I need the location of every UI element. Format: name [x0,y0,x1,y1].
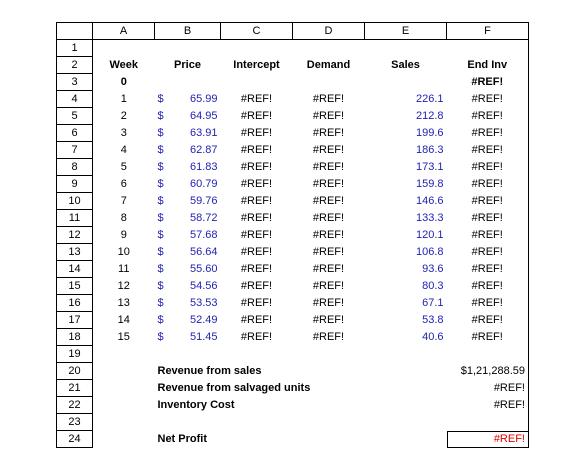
intercept-cell[interactable]: #REF! [240,280,273,292]
row-header[interactable]: 13 [57,244,93,261]
row-header[interactable]: 17 [57,312,93,329]
sheet-row [57,346,529,363]
price-cell[interactable] [155,108,221,125]
price-value: 55.60 [189,263,218,275]
cell-empty[interactable] [447,346,529,363]
sheet-row [57,176,529,193]
cell-empty[interactable] [221,414,293,431]
sales-cell[interactable]: 199.6 [415,127,444,139]
demand-cell[interactable]: #REF! [312,297,345,309]
price-cell[interactable] [155,329,221,346]
intercept-cell[interactable]: #REF! [240,297,273,309]
intercept-header[interactable]: Intercept [233,59,280,71]
sheet-row [57,40,529,57]
cell-empty[interactable] [93,414,155,431]
price-cell[interactable] [155,176,221,193]
week-header[interactable]: Week [109,59,139,71]
end-inv-cell[interactable]: #REF! [447,125,529,142]
revenue-from-sales-label[interactable]: Revenue from sales [157,365,262,377]
intercept-cell[interactable]: #REF! [240,178,273,190]
row-header[interactable]: 12 [57,227,93,244]
week-cell[interactable]: 14 [117,314,130,326]
row-header[interactable]: 2 [57,57,93,74]
row-header[interactable]: 20 [57,363,93,380]
week-cell[interactable]: 12 [117,280,130,292]
demand-cell[interactable]: #REF! [312,229,345,241]
week-cell[interactable]: 10 [117,246,130,258]
cell-empty[interactable] [365,380,447,397]
currency-symbol: $ [157,331,164,343]
price-cell[interactable] [155,125,221,142]
currency-symbol: $ [157,297,164,309]
sheet-row [57,329,529,346]
sheet-row [57,210,529,227]
row-header[interactable]: 7 [57,142,93,159]
cell-empty[interactable] [293,414,365,431]
sheet-row [57,414,529,431]
cell-empty[interactable] [365,363,447,380]
row-header[interactable]: 11 [57,210,93,227]
sheet-row [57,159,529,176]
currency-symbol: $ [157,144,164,156]
cell-empty[interactable] [93,380,155,397]
intercept-cell[interactable]: #REF! [240,195,273,207]
column-header-f[interactable]: F [447,23,529,40]
demand-cell[interactable]: #REF! [312,314,345,326]
row-header[interactable]: 1 [57,40,93,57]
price-cell[interactable] [155,227,221,244]
row-header[interactable]: 9 [57,176,93,193]
sheet-row [57,295,529,312]
sales-cell[interactable]: 226.1 [415,93,444,105]
revenue-salvaged-label[interactable]: Revenue from salvaged units [157,382,311,394]
sheet-row [57,91,529,108]
cell-empty[interactable] [221,74,293,91]
week-cell[interactable]: 9 [120,229,127,241]
cell-empty[interactable] [365,40,447,57]
net-profit-value[interactable]: #REF! [447,431,529,448]
demand-cell[interactable]: #REF! [312,246,345,258]
demand-cell[interactable]: #REF! [312,212,345,224]
price-value: 62.87 [189,144,218,156]
price-header[interactable]: Price [174,59,201,71]
cell-empty[interactable] [365,397,447,414]
week-cell[interactable]: 6 [120,178,127,190]
sales-cell[interactable]: 212.8 [415,110,444,122]
row-header[interactable]: 14 [57,261,93,278]
price-cell[interactable] [155,278,221,295]
end-inv-cell[interactable]: #REF! [447,244,529,261]
currency-symbol: $ [157,314,164,326]
intercept-cell[interactable]: #REF! [240,93,273,105]
end-inv-cell[interactable]: #REF! [447,278,529,295]
spreadsheet-grid [56,22,529,448]
sheet-row [57,244,529,261]
demand-cell[interactable]: #REF! [312,127,345,139]
sales-cell[interactable]: 146.6 [415,195,444,207]
revenue-from-sales-value[interactable]: $1,21,288.59 [447,363,529,380]
currency-symbol: $ [157,110,164,122]
price-value: 58.72 [189,212,218,224]
cell-empty[interactable] [155,346,221,363]
row-header[interactable]: 6 [57,125,93,142]
sheet-row [57,431,529,448]
end-inv-cell[interactable]: #REF! [447,108,529,125]
currency-symbol: $ [157,263,164,275]
end-inv-cell[interactable]: #REF! [447,193,529,210]
week-cell[interactable]: 11 [118,263,130,275]
currency-symbol: $ [157,280,164,292]
price-value: 51.45 [189,331,218,343]
demand-cell[interactable]: #REF! [312,178,345,190]
cell-empty[interactable] [293,74,365,91]
intercept-cell[interactable]: #REF! [240,144,273,156]
intercept-cell[interactable]: #REF! [240,127,273,139]
week-cell[interactable]: 2 [120,110,127,122]
sales-cell[interactable]: 106.8 [415,246,444,258]
sheet-row [57,397,529,414]
demand-header[interactable]: Demand [306,59,351,71]
demand-cell[interactable]: #REF! [312,263,345,275]
column-header-b[interactable]: B [155,23,221,40]
end-inv-cell[interactable]: #REF! [447,312,529,329]
inventory-cost-label[interactable]: Inventory Cost [157,399,235,411]
cell-empty[interactable] [155,74,221,91]
row-header[interactable]: 8 [57,159,93,176]
sheet-row [57,142,529,159]
row-header[interactable]: 10 [57,193,93,210]
sales-cell[interactable]: 93.6 [422,263,444,275]
price-cell[interactable] [155,244,221,261]
cell-empty[interactable] [93,431,155,448]
sales-cell[interactable]: 80.3 [422,280,444,292]
sheet-row [57,193,529,210]
currency-symbol: $ [157,127,164,139]
price-value: 65.99 [189,93,218,105]
price-value: 54.56 [189,280,218,292]
end-inv-cell[interactable]: #REF! [447,74,529,91]
price-cell[interactable] [155,210,221,227]
sheet-row [57,227,529,244]
price-cell[interactable] [155,295,221,312]
row-header[interactable]: 23 [57,414,93,431]
row-header[interactable]: 4 [57,91,93,108]
row-header[interactable]: 18 [57,329,93,346]
price-value: 56.64 [189,246,218,258]
end-inv-header[interactable]: End Inv [447,57,529,74]
row-header[interactable]: 16 [57,295,93,312]
sales-header[interactable]: Sales [391,59,420,71]
price-value: 53.53 [189,297,218,309]
end-inv-cell[interactable]: #REF! [447,142,529,159]
currency-symbol: $ [157,229,164,241]
demand-cell[interactable]: #REF! [312,110,345,122]
sheet-row [57,278,529,295]
cell-empty[interactable] [293,40,365,57]
end-inv-cell[interactable]: #REF! [447,261,529,278]
price-value: 61.83 [189,161,218,173]
week-cell[interactable]: 1 [120,93,127,105]
sheet-row [57,312,529,329]
price-cell[interactable] [155,193,221,210]
row-header[interactable]: 15 [57,278,93,295]
cell-empty[interactable] [365,414,447,431]
end-inv-cell[interactable]: #REF! [447,227,529,244]
sheet-row [57,125,529,142]
sheet-row [57,363,529,380]
column-header-a[interactable]: A [93,23,155,40]
row-header[interactable]: 21 [57,380,93,397]
select-all-corner[interactable] [57,23,93,40]
currency-symbol: $ [157,212,164,224]
cell-empty[interactable] [93,363,155,380]
demand-cell[interactable]: #REF! [312,195,345,207]
end-inv-cell[interactable]: #REF! [447,91,529,108]
week-cell[interactable]: 0 [120,76,127,88]
end-inv-cell[interactable]: #REF! [447,295,529,312]
price-cell[interactable] [155,91,221,108]
price-value: 59.76 [189,195,218,207]
sales-cell[interactable]: 120.1 [415,229,444,241]
cell-empty[interactable] [155,414,221,431]
sales-cell[interactable]: 159.8 [415,178,444,190]
sales-cell[interactable]: 173.1 [415,161,444,173]
demand-cell[interactable]: #REF! [312,280,345,292]
cell-empty[interactable] [365,74,447,91]
demand-cell[interactable]: #REF! [312,144,345,156]
intercept-cell[interactable]: #REF! [240,246,273,258]
net-profit-label[interactable]: Net Profit [157,433,207,445]
cell-empty[interactable] [93,397,155,414]
cell-empty[interactable] [93,346,155,363]
end-inv-cell[interactable]: #REF! [447,210,529,227]
intercept-cell[interactable]: #REF! [240,229,273,241]
price-cell[interactable] [155,261,221,278]
price-value: 64.95 [189,110,218,122]
price-cell[interactable] [155,312,221,329]
currency-symbol: $ [157,161,164,173]
cell-empty[interactable] [365,431,447,448]
cell-empty[interactable] [293,346,365,363]
demand-cell[interactable]: #REF! [312,93,345,105]
cell-empty[interactable] [447,40,529,57]
intercept-cell[interactable]: #REF! [240,331,273,343]
row-header[interactable]: 3 [57,74,93,91]
price-value: 52.49 [189,314,218,326]
price-value: 63.91 [189,127,218,139]
week-cell[interactable]: 15 [117,331,130,343]
sales-cell[interactable]: 53.8 [422,314,444,326]
cell-empty[interactable] [221,40,293,57]
currency-symbol: $ [157,93,164,105]
column-header-row [57,23,529,40]
column-header-c[interactable]: C [221,23,293,40]
week-cell[interactable]: 5 [120,161,127,173]
sheet-row [57,74,529,91]
price-cell[interactable] [155,142,221,159]
row-header[interactable]: 19 [57,346,93,363]
column-header-d[interactable]: D [293,23,365,40]
week-cell[interactable]: 13 [117,297,130,309]
currency-symbol: $ [157,195,164,207]
demand-cell[interactable]: #REF! [312,161,345,173]
row-header[interactable]: 24 [57,431,93,448]
cell-empty[interactable] [155,40,221,57]
intercept-cell[interactable]: #REF! [240,161,273,173]
end-inv-cell[interactable]: #REF! [447,159,529,176]
demand-cell[interactable]: #REF! [312,331,345,343]
sheet-row [57,261,529,278]
price-value: 57.68 [189,229,218,241]
sheet-row [57,108,529,125]
cell-empty[interactable] [447,414,529,431]
cell-empty[interactable] [221,346,293,363]
row-header[interactable]: 5 [57,108,93,125]
sales-cell[interactable]: 133.3 [415,212,444,224]
cell-empty[interactable] [93,40,155,57]
intercept-cell[interactable]: #REF! [240,212,273,224]
currency-symbol: $ [157,178,164,190]
week-cell[interactable]: 3 [120,127,127,139]
price-value: 60.79 [189,178,218,190]
intercept-cell[interactable]: #REF! [240,314,273,326]
intercept-cell[interactable]: #REF! [240,110,273,122]
revenue-salvaged-value[interactable]: #REF! [447,380,529,397]
sheet-row [57,57,529,74]
week-cell[interactable]: 8 [120,212,127,224]
column-header-e[interactable]: E [365,23,447,40]
sheet-row [57,380,529,397]
cell-empty[interactable] [365,346,447,363]
week-cell[interactable]: 7 [120,195,127,207]
end-inv-cell[interactable]: #REF! [447,329,529,346]
sales-cell[interactable]: 40.6 [422,331,444,343]
price-cell[interactable] [155,159,221,176]
intercept-cell[interactable]: #REF! [240,263,273,275]
row-header[interactable]: 22 [57,397,93,414]
sales-cell[interactable]: 67.1 [422,297,444,309]
inventory-cost-value[interactable]: #REF! [447,397,529,414]
end-inv-cell[interactable]: #REF! [447,176,529,193]
week-cell[interactable]: 4 [120,144,127,156]
sales-cell[interactable]: 186.3 [415,144,444,156]
currency-symbol: $ [157,246,164,258]
